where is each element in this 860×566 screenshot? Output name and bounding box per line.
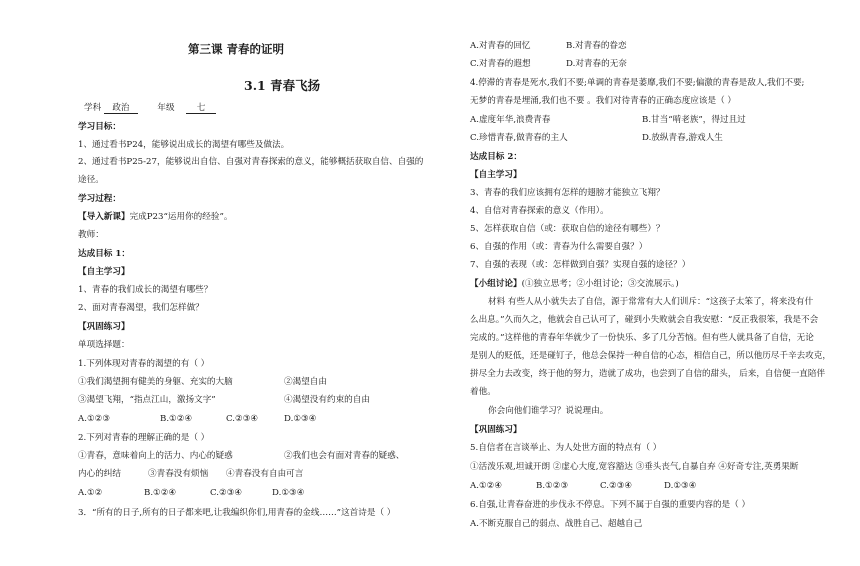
mc2-option-c: C.②③④ xyxy=(210,488,243,498)
self-study-heading: 【自主学习】 xyxy=(78,267,130,277)
mc2-statement-2: ②我们也会有面对青春的疑惑、 xyxy=(284,451,405,461)
mc1-statement-1: ①我们渴望拥有健美的身躯、充实的大脑 xyxy=(78,377,233,387)
study-question-5: 5、怎样获取自信（或：获取自信的途径有哪些）？ xyxy=(470,224,665,234)
question-2: 2、面对青春渴望，我们怎样做？ xyxy=(78,303,204,313)
material-line-2: 么出息。”久而久之，他就会自己认可了，碰到小失败就会自我安慰：“反正我很笨，我是不会 xyxy=(470,315,819,325)
material-question: 你会向他们谁学习？说说理由。 xyxy=(488,406,609,416)
grade-label: 年级 xyxy=(157,103,175,113)
target-2-heading: 达成目标 2： xyxy=(470,152,522,162)
group-discussion-steps: (①独立思考；②小组讨论；③交流展示。) xyxy=(521,279,679,289)
q4-option-b: B.甘当“啃老族”，得过且过 xyxy=(642,115,746,125)
mc2-option-b: B.①②④ xyxy=(144,488,177,498)
mc2-option-d: D.①③④ xyxy=(272,488,305,498)
study-question-7: 7、自强的表现（或：怎样做到自强？实现自强的途径？） xyxy=(470,260,691,270)
q4-option-c: C.珍惜青春,做青春的主人 xyxy=(470,133,568,143)
lesson-title: 第三课 青春的证明 xyxy=(188,42,285,56)
p6-option-a: A.不断克服自己的弱点、战胜自己、超越自己 xyxy=(470,519,643,529)
mc1-statement-4: ④渴望没有约束的自由 xyxy=(284,395,370,405)
group-discussion-row xyxy=(470,279,679,290)
subject-label: 学科 xyxy=(84,103,102,113)
intro-text: 完成P23“运用你的经验”。 xyxy=(129,212,233,222)
p5-option-a: A.①②④ xyxy=(470,481,503,491)
study-question-3: 3、青春的我们应该拥有怎样的翅膀才能独立飞翔？ xyxy=(470,188,665,198)
mc1-option-a: A.①②③ xyxy=(78,414,111,424)
group-discussion-label: 【小组讨论】 xyxy=(470,279,522,289)
mc-question-2: 2.下列对青春的理解正确的是（ ） xyxy=(78,433,210,443)
q3-option-c: C.对青春的遐想 xyxy=(470,59,531,69)
material-line-3: 完成的。”这样他的青春年华就少了一份快乐、多了几分苦恼。但有些人就具备了自信，无论 xyxy=(470,333,814,343)
self-study-heading-2: 【自主学习】 xyxy=(470,170,522,180)
goal-2-cont: 途径。 xyxy=(78,175,104,185)
goal-2: 2、通过看书P25-27，能够说出自信、自强对青春探索的意义，能够概括获取自信、自强的 xyxy=(78,157,424,167)
p5-option-d: D.①③④ xyxy=(664,481,697,491)
teacher-label: 教师： xyxy=(78,230,104,240)
study-question-6: 6、自强的作用（或：青春为什么需要自强？） xyxy=(470,242,648,252)
grade-value: 七 xyxy=(186,103,216,114)
mc-question-4: 4.停滞的青春是死水,我们不要;单调的青春是萎靡,我们不要;偏激的青春是敌人,我们不要; xyxy=(470,78,805,88)
section-title: 3.1 青春飞扬 xyxy=(244,78,321,93)
intro-label: 【导入新课】 xyxy=(78,212,130,222)
q4-option-d: D.放纵青春,游戏人生 xyxy=(642,133,723,143)
mc2-statement-3: ③青春没有烦恼 xyxy=(148,469,209,479)
meta-row xyxy=(84,103,216,114)
mc-question-1: 1.下列体现对青春的渴望的有（ ） xyxy=(78,359,210,369)
mc2-option-a: A.①② xyxy=(78,488,103,498)
q3-option-a: A.对青春的回忆 xyxy=(470,41,531,51)
mc1-option-b: B.①②④ xyxy=(160,414,193,424)
goals-heading: 学习目标： xyxy=(78,122,121,132)
question-1: 1、青春的我们成长的渴望有哪些？ xyxy=(78,285,213,295)
mc2-statement-1: ①青春，意味着向上的活力、内心的疑惑 xyxy=(78,451,233,461)
material-line-1: 材料 有些人从小就失去了自信，源于常常有大人们训斥：“这孩子太笨了，将来没有什 xyxy=(488,297,814,307)
mc2-statement-4: ④青春没有自由可言 xyxy=(226,469,304,479)
subject-value: 政治 xyxy=(104,103,138,114)
goal-1: 1、通过看书P24，能够说出成长的渴望有哪些及做法。 xyxy=(78,140,290,150)
target-1-heading: 达成目标 1： xyxy=(78,249,130,259)
q4-option-a: A.虚度年华,浪费青春 xyxy=(470,115,551,125)
mc2-statement-2-cont: 内心的纠结 xyxy=(78,469,121,479)
practice-heading-2: 【巩固练习】 xyxy=(470,425,522,435)
p5-option-c: C.②③④ xyxy=(600,481,633,491)
single-choice-label: 单项选择题： xyxy=(78,340,130,350)
intro-row xyxy=(78,212,232,223)
q3-option-d: D.对青春的无奈 xyxy=(566,59,627,69)
mc1-option-d: D.①③④ xyxy=(284,414,317,424)
material-line-6: 着他。 xyxy=(470,387,496,397)
material-line-4: 是别人的贬低，还是碰钉子，他总会保持一种自信的心态，相信自己，所以他历尽千辛去攻克， xyxy=(470,351,831,361)
mc-question-3: 3．“所有的日子,所有的日子都来吧,让我编织你们,用青春的金线……”这首诗是（ ） xyxy=(78,508,396,518)
practice-question-5: 5.自信者在言谈举止、为人处世方面的特点有（ ） xyxy=(470,443,662,453)
material-line-5: 拼尽全力去改变，终于他的努力，造就了成功，也尝到了自信的甜头， 后来，自信便一直陪伴 xyxy=(470,369,826,379)
mc1-statement-2: ②渴望自由 xyxy=(284,377,327,387)
mc1-statement-3: ③渴望飞翔，“指点江山，激扬文字” xyxy=(78,395,216,405)
process-heading: 学习过程： xyxy=(78,194,121,204)
mc1-option-c: C.②③④ xyxy=(226,414,259,424)
practice-5-statements: ①活泼乐观,坦诚开朗 ②虚心大度,宽容豁达 ③垂头丧气,自暴自弃 ④好奇专注,英勇果断 xyxy=(470,462,799,472)
practice-heading: 【巩固练习】 xyxy=(78,322,130,332)
q3-option-b: B.对青春的眷恋 xyxy=(566,41,627,51)
practice-question-6: 6.自强,让青春奋进的步伐永不停息。下列不属于自强的重要内容的是（ ） xyxy=(470,500,751,510)
mc-question-4-cont: 无梦的青春是埋涌,我们也不要 。我们对待青春的正确态度应该是（ ） xyxy=(470,96,737,106)
p5-option-b: B.①②③ xyxy=(536,481,569,491)
study-question-4: 4、自信对青春探索的意义（作用）。 xyxy=(470,206,609,216)
